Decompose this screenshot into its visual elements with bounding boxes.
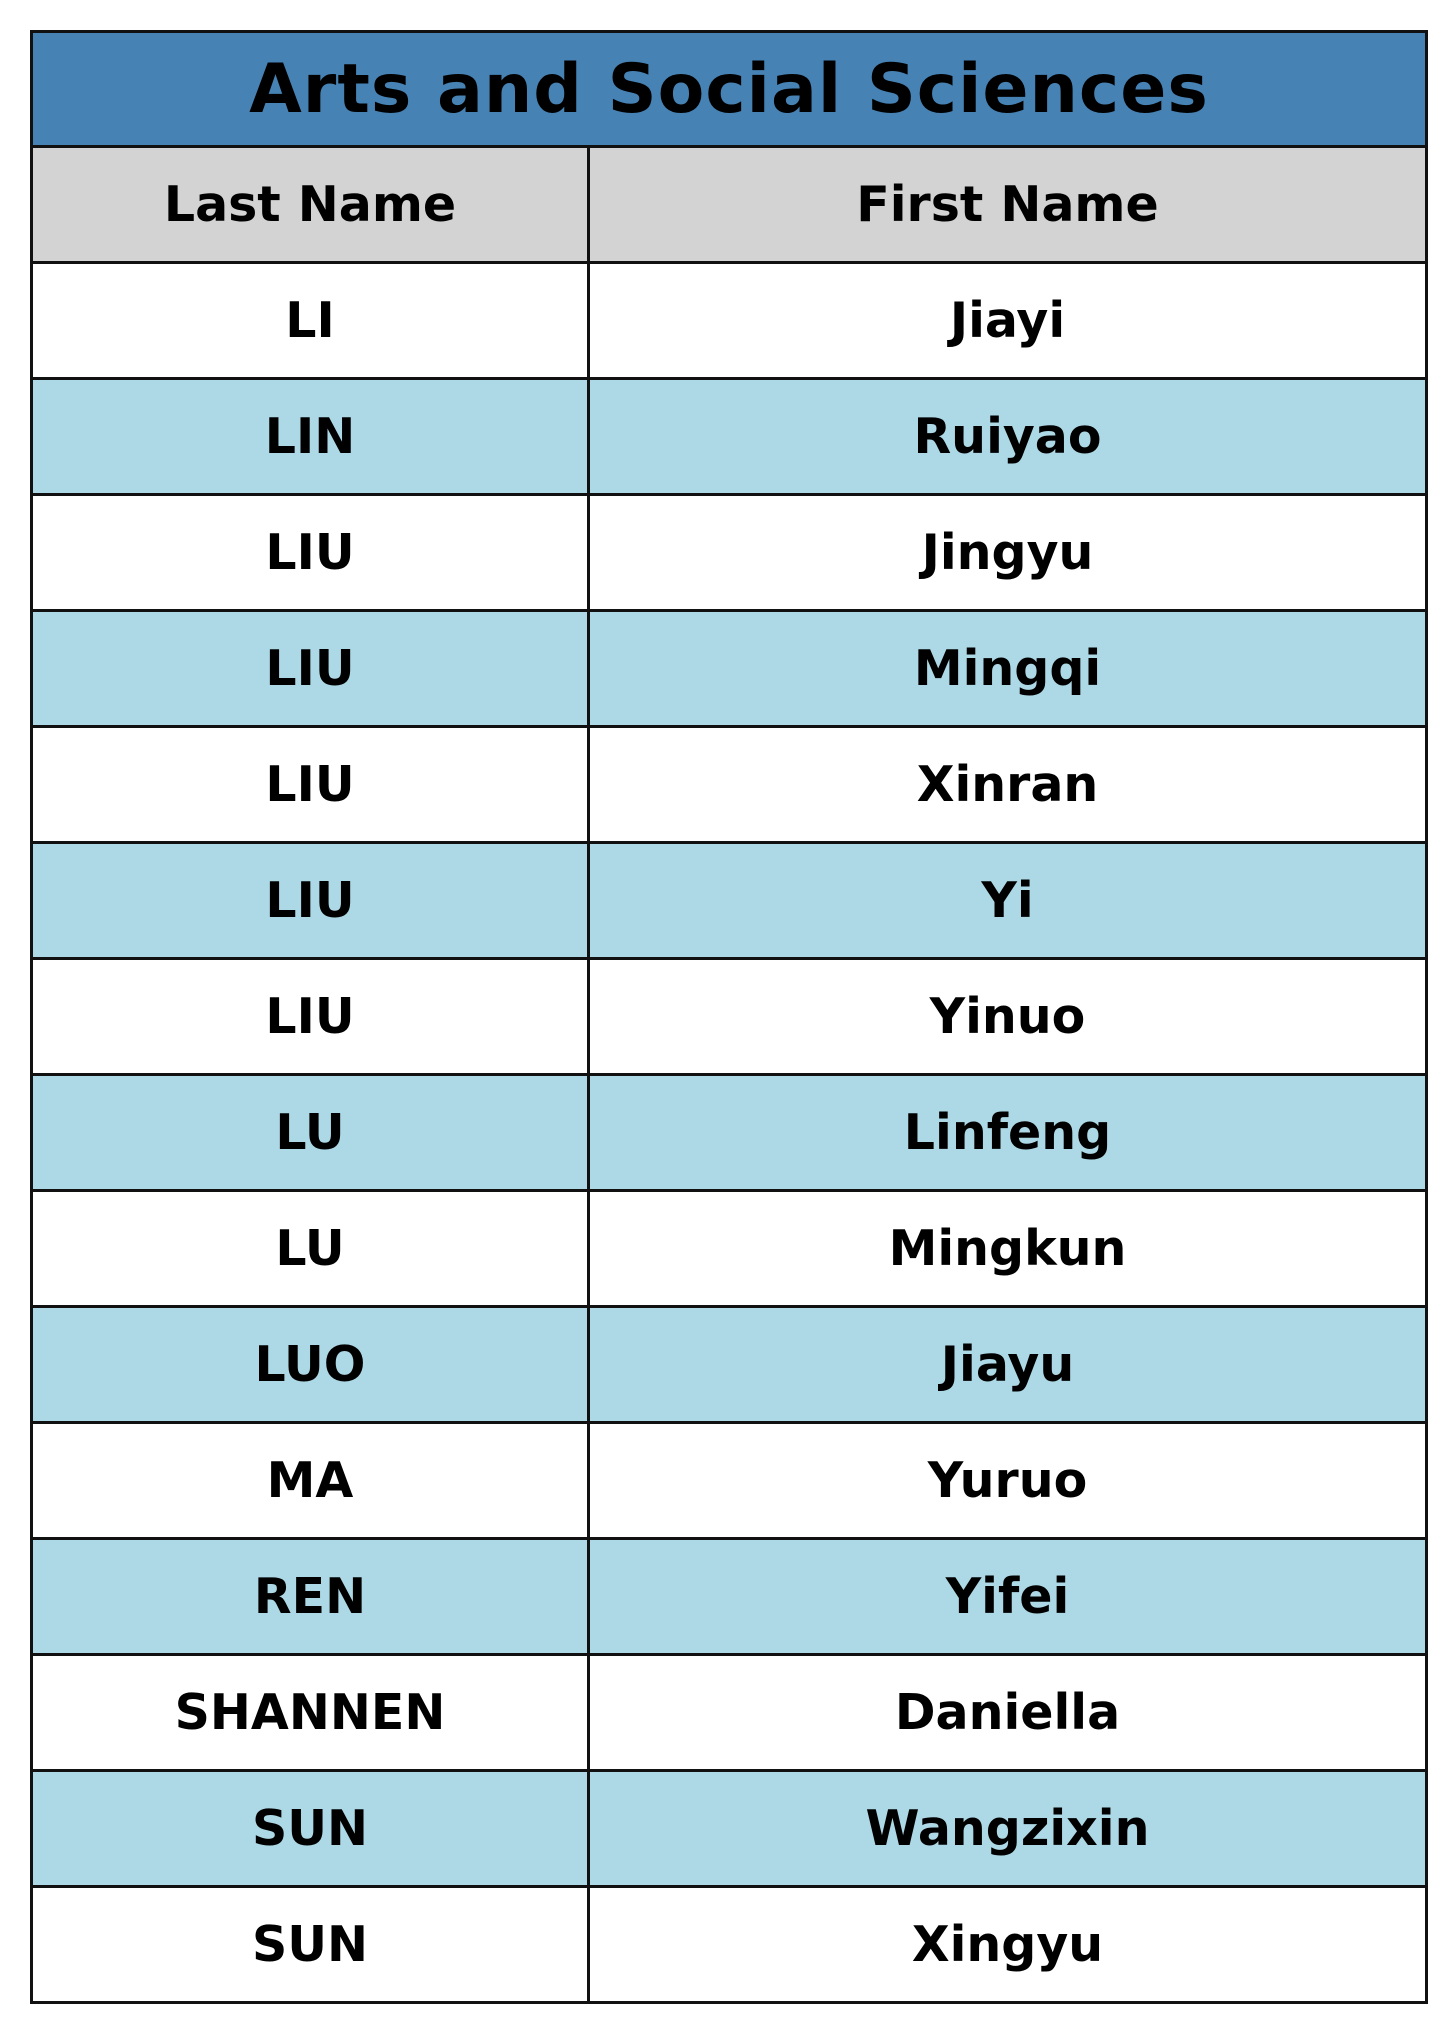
table-title: Arts and Social Sciences [32, 32, 1427, 147]
column-header-last-name: Last Name [32, 147, 589, 263]
last-name-cell: REN [32, 1539, 589, 1655]
last-name-cell: LU [32, 1191, 589, 1307]
table-row [32, 1423, 1427, 1539]
column-header-row [32, 147, 1427, 263]
last-name-cell: SHANNEN [32, 1655, 589, 1771]
column-header-first-name: First Name [589, 147, 1427, 263]
first-name-cell: Jingyu [589, 495, 1427, 611]
first-name-cell: Jiayu [589, 1307, 1427, 1423]
roster-table-container [30, 30, 1425, 2004]
last-name-cell: MA [32, 1423, 589, 1539]
first-name-cell: Linfeng [589, 1075, 1427, 1191]
table-row [32, 1191, 1427, 1307]
last-name-cell: LUO [32, 1307, 589, 1423]
last-name-cell: LIU [32, 727, 589, 843]
first-name-cell: Yi [589, 843, 1427, 959]
table-row [32, 379, 1427, 495]
last-name-cell: LI [32, 263, 589, 379]
table-row [32, 495, 1427, 611]
table-row [32, 1771, 1427, 1887]
first-name-cell: Yuruo [589, 1423, 1427, 1539]
table-row [32, 1655, 1427, 1771]
first-name-cell: Jiayi [589, 263, 1427, 379]
first-name-cell: Mingqi [589, 611, 1427, 727]
last-name-cell: LIU [32, 495, 589, 611]
last-name-cell: LIN [32, 379, 589, 495]
first-name-cell: Mingkun [589, 1191, 1427, 1307]
table-row [32, 1075, 1427, 1191]
title-row [32, 32, 1427, 147]
first-name-cell: Ruiyao [589, 379, 1427, 495]
first-name-cell: Yinuo [589, 959, 1427, 1075]
table-row [32, 727, 1427, 843]
first-name-cell: Yifei [589, 1539, 1427, 1655]
last-name-cell: LIU [32, 611, 589, 727]
table-row [32, 263, 1427, 379]
last-name-cell: LIU [32, 843, 589, 959]
first-name-cell: Xingyu [589, 1887, 1427, 2003]
first-name-cell: Wangzixin [589, 1771, 1427, 1887]
last-name-cell: SUN [32, 1771, 589, 1887]
table-row [32, 611, 1427, 727]
roster-body [32, 263, 1427, 2003]
last-name-cell: SUN [32, 1887, 589, 2003]
last-name-cell: LU [32, 1075, 589, 1191]
table-row [32, 1887, 1427, 2003]
table-row [32, 959, 1427, 1075]
roster-table [30, 30, 1428, 2004]
table-row [32, 1539, 1427, 1655]
first-name-cell: Daniella [589, 1655, 1427, 1771]
first-name-cell: Xinran [589, 727, 1427, 843]
table-row [32, 1307, 1427, 1423]
table-row [32, 843, 1427, 959]
last-name-cell: LIU [32, 959, 589, 1075]
